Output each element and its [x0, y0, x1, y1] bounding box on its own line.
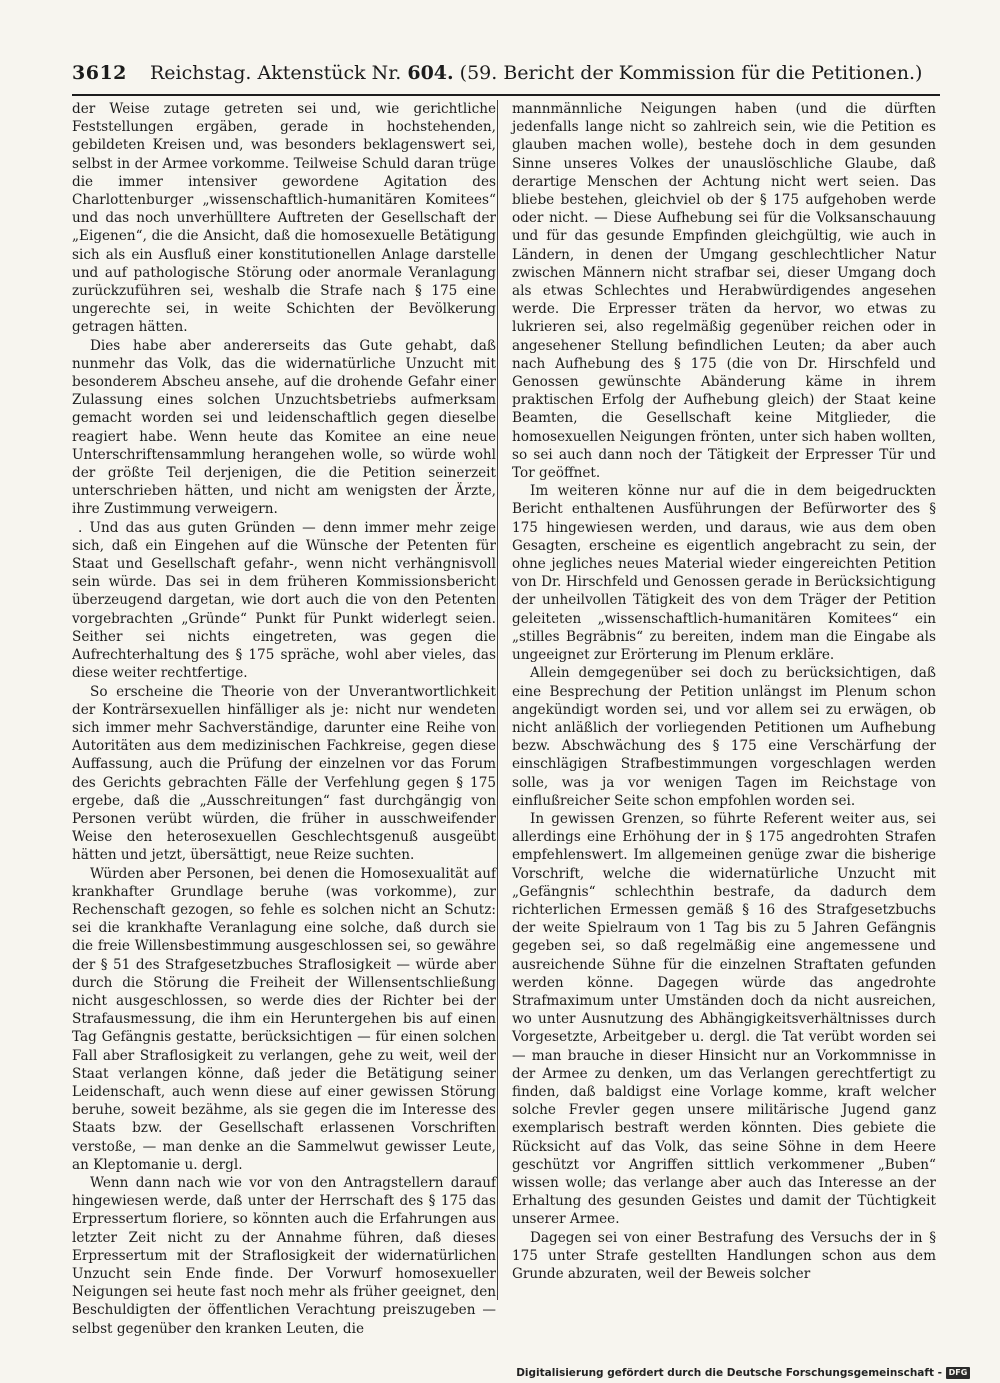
header-rule — [72, 94, 940, 96]
running-head-subtitle: (59. Bericht der Kommission für die Petitionen.) — [459, 62, 923, 84]
running-head — [150, 62, 922, 84]
paragraph: mannmännliche Neigungen haben (und die dürften jedenfalls lange nicht so zahlreich sein, wie die Petition es glauben machen wolle), bestehe doch in dem gesunden Sinne unseres Volkes der unauslöschliche Glaube, daß derartige Menschen der Achtung nicht wert seien. Das bliebe bestehen, gleichviel ob der § 175 aufgehoben werde oder nicht. — Diese Aufhebung sei für die Volksanschauung und für das gesunde Empfinden gleichgültig, wie auch in Ländern, in denen der Umgang geschlechtlicher Natur zwischen Männern nicht strafbar sei, dieser Umgang doch als etwas Schlechtes und Herabwürdigendes angesehen werde. Die Erpresser träten da hervor, wo etwas zu lukrieren sei, also regelmäßig gegenüber reichen oder in angesehener Stellung befindlichen Leuten; da aber auch nach Aufhebung des § 175 (die von Dr. Hirschfeld und Genossen gewünschte Abänderung käme in ihrem praktischen Erfolg der Aufhebung gleich) der Staat keine Beamten, die Gesellschaft keine Mitglieder, die homosexuellen Neigungen frönten, unter sich haben wollten, so sei auch dann noch der Tätigkeit der Erpresser Tür und Tor geöffnet. — [512, 101, 936, 482]
paragraph: Allein demgegenüber sei doch zu berücksichtigen, daß eine Besprechung der Petition unlängst im Plenum schon angekündigt worden sei, und vor allem sei zu erwägen, ob nicht anläßlich der vorliegenden Petitionen um Aufhebung bezw. Abschwächung des § 175 eine Verschärfung der einschlägigen Strafbestimmungen vorgeschlagen werden solle, was ja vor wenigen Tagen im Reichstage von einflußreicher Seite schon empfohlen worden sei. — [512, 665, 936, 809]
running-head-aktenstueck: Aktenstück Nr. — [257, 62, 402, 84]
paragraph: Im weiteren könne nur auf die in dem beigedruckten Bericht enthaltenen Ausführungen der Befürworter des § 175 hingewiesen werden, und daraus, wie aus dem oben Gesagten, erscheine es eigentlich angebracht zu sein, der ohne jegliches neues Material wieder eingereichten Petition von Dr. Hirschfeld und Genossen gerade in Berücksichtigung der unheilvollen Tätigkeit des von dem Träger der Petition geleiteten „wissenschaftlich-humanitären Komitees“ ein „stilles Begräbnis“ zu bereiten, indem man die Eingabe als ungeeignet zur Erörterung im Plenum erkläre. — [512, 483, 936, 664]
paragraph: Dagegen sei von einer Bestrafung des Versuchs der in § 175 unter Strafe gestellten Handlungen schon aus dem Grunde abzuraten, weil der Beweis solcher — [512, 1229, 936, 1282]
paragraph: der Weise zutage getreten sei und, wie gerichtliche Feststellungen ergäben, gerade in hochstehenden, gebildeten Kreisen und, was besonders beklagenswert sei, selbst in der Armee vorkomme. Teilweise Schuld daran trüge die immer intensiver gewordene Agitation des Charlottenburger „wissenschaftlich-humanitären Komitees“ und das noch unverhülltere Auftreten der Gesellschaft der „Eigenen“, die die Ansicht, daß die homosexuelle Betätigung sich als ein Ausfluß einer konstitutionellen Anlage darstelle und auf pathologische Störung oder anormale Veranlagung zurückzuführen sei, weshalb die Strafe nach § 175 eine ungerechte sei, in weite Schichten der Bevölkerung getragen hätten. — [72, 101, 496, 336]
left-column — [72, 100, 496, 1337]
paragraph: In gewissen Grenzen, so führte Referent weiter aus, sei allerdings eine Erhöhung der in § 175 angedrohten Strafen empfehlenswert. Im allgemeinen genüge zwar die bisherige Vorschrift, welche die widernatürliche Unzucht mit „Gefängnis“ schlechthin bestrafe, da dadurch dem richterlichen Ermessen gemäß § 16 des Strafgesetzbuchs der weite Spielraum von 1 Tag bis zu 5 Jahren Gefängnis gegeben sei, so daß regelmäßig eine angemessene und ausreichende Sühne für die einzelnen Straftaten gefunden werden könne. Dagegen würde das angedrohte Strafmaximum unter Umständen doch da nicht ausreichen, wo unter Ausnutzung des Abhängigkeitsverhältnisses durch Vorgesetzte, Arbeitgeber u. dergl. die Tat verübt worden sei — man brauche in dieser Hinsicht nur an Vorkommnisse in der Armee zu denken, um das Verlangen gerechtfertigt zu finden, daß baldigst eine Vorlage komme, kraft welcher solche Frevler gegen unsere militärische Jugend ganz exemplarisch bestraft werden könnten. Dies gebiete die Rücksicht auf das Volk, das seine Söhne in dem Heere geschützt vor Angriffen sittlich verkommener „Buben“ wissen wolle; das verlange aber auch das Interesse an der Erhaltung des gesunden Geistes und damit der Tüchtigkeit unserer Armee. — [512, 810, 936, 1228]
paragraph: Dies habe aber andererseits das Gute gehabt, daß nunmehr das Volk, das die widernatürliche Unzucht mit besonderem Abscheu ansehe, auf die drohende Gefahr einer Zulassung eines solchen Unzuchtsbetriebs aufmerksam gemacht worden sei und leidenschaftlich gegen dieselbe reagiert habe. Wenn heute das Komitee an eine neue Unterschriftensammlung herangehen wolle, so würde wohl der größte Teil derjenigen, die die Petition seinerzeit unterschrieben hätten, und nicht am wenigsten der Ärzte, ihre Zustimmung verweigern. — [72, 337, 496, 518]
column-divider — [497, 100, 498, 1300]
page-number: 3612 — [72, 62, 127, 84]
page-header — [72, 62, 940, 90]
running-head-reichstag: Reichstag. — [150, 62, 252, 84]
paragraph: . Und das aus guten Gründen — denn immer mehr zeige sich, daß ein Eingehen auf die Wünsche der Petenten für Staat und Gesellschaft gefahr-, wenn nicht verhängnisvoll sein würde. Das sei in dem früheren Kommissionsbericht überzeugend dargetan, wie dort auch die von den Petenten vorgebrachten „Gründe“ Punkt für Punkt widerlegt seien. Seither sei nichts eingetreten, was gegen die Aufrechterhaltung des § 175 spräche, wohl aber vieles, das diese weiter rechtfertige. — [72, 519, 496, 682]
digitization-footer — [516, 1366, 970, 1380]
right-column — [512, 100, 936, 1300]
running-head-number: 604. — [407, 62, 454, 84]
footer-credit-text: Digitalisierung gefördert durch die Deutsche Forschungsgemeinschaft - — [516, 1367, 942, 1379]
dfg-logo-icon: DFG — [946, 1367, 970, 1379]
paragraph: Wenn dann nach wie vor von den Antragstellern darauf hingewiesen werde, daß unter der Herrschaft des § 175 das Erpressertum floriere, so könnten auch die Erfahrungen aus letzter Zeit nicht zu der Annahme führen, daß dieses Erpressertum mit der Straflosigkeit der widernatürlichen Unzucht sein Ende finde. Der Vorwurf homosexueller Neigungen sei heute fast noch mehr als früher geeignet, den Beschuldigten der öffentlichen Verachtung preiszugeben — selbst gegenüber den kranken Leuten, die — [72, 1174, 496, 1337]
paragraph: So erscheine die Theorie von der Unverantwortlichkeit der Konträrsexuellen hinfälliger als je: nicht nur wendeten sich immer mehr Sachverständige, darunter eine Reihe von Autoritäten aus dem medizinischen Fachkreise, gegen diese Auffassung, auch die Prüfung der einzelnen vor das Forum des Gerichts gebrachten Fälle der Verfehlung gegen § 175 ergebe, daß die „Ausschreitungen“ fast durchgängig von Personen verübt würden, die früher in ausschweifender Weise den heterosexuellen Geschlechtsgenuß ausgeübt hätten und jetzt, übersättigt, neue Reize suchten. — [72, 683, 496, 864]
paragraph: Würden aber Personen, bei denen die Homosexualität auf krankhafter Grundlage beruhe (was vorkomme), zur Rechenschaft gezogen, so fehle es solchen nicht an Schutz: sei die krankhafte Veranlagung eine solche, daß durch sie die freie Willensbestimmung ausgeschlossen sei, so gewähre der § 51 des Strafgesetzbuches Straflosigkeit — würde aber durch die Störung die Freiheit der Willensentschließung nicht ausgeschlossen, so werde dies der Richter bei der Strafausmessung, die ihm ein Heruntergehen bis auf einen Tag Gefängnis gestatte, berücksichtigen — für einen solchen Fall aber Straflosigkeit zu verlangen, gehe zu weit, weil der Staat verlangen könne, daß jeder die Betätigung seiner Leidenschaft, auch wenn diese auf einer gewissen Störung beruhe, soweit bezähme, als sie gegen die im Interesse des Staats bzw. der Gesellschaft erlassenen Vorschriften verstoße, — man denke an die Sammelwut gewisser Leute, an Kleptomanie u. dergl. — [72, 865, 496, 1173]
